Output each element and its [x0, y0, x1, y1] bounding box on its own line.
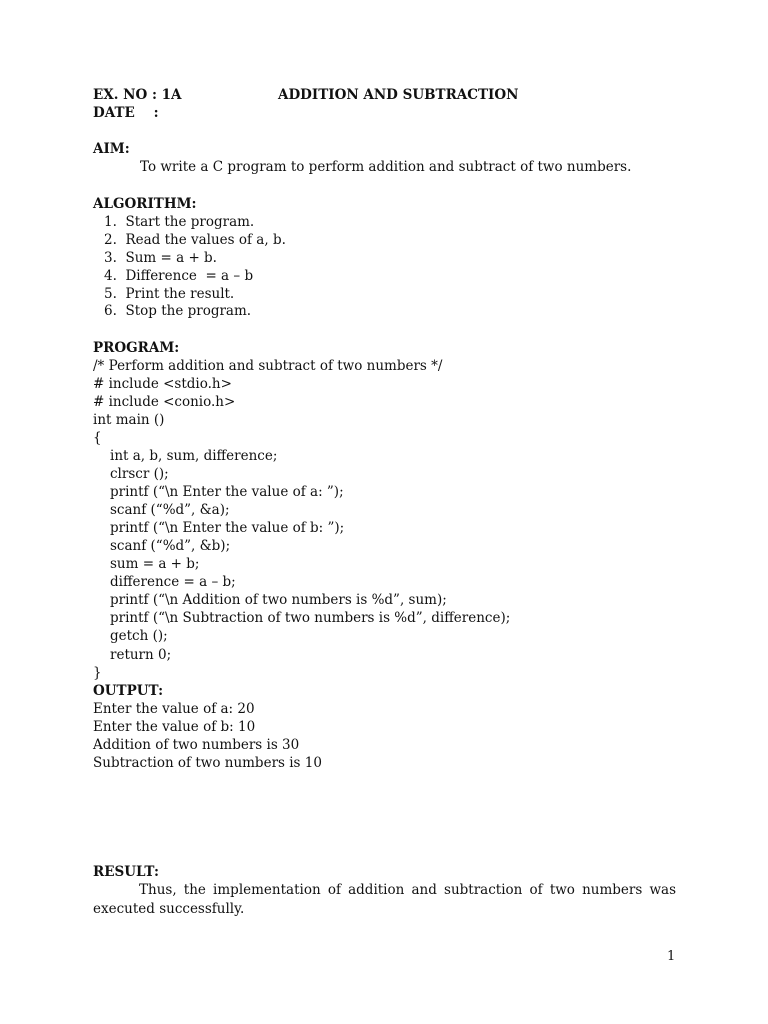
code-line: sum = a + b;: [110, 556, 200, 572]
page-number: 1: [667, 949, 676, 964]
aim-text: To write a C program to perform addition and subtract of two numbers.: [140, 159, 632, 175]
code-line: /* Perform addition and subtract of two numbers */: [93, 358, 443, 374]
code-line: scanf (“%d”, &a);: [110, 502, 230, 518]
algorithm-step: 3. Sum = a + b.: [104, 250, 217, 266]
code-line: printf (“\n Enter the value of b: ”);: [110, 520, 345, 536]
algorithm-heading: ALGORITHM:: [93, 196, 197, 212]
code-line: int main (): [93, 412, 165, 428]
code-line: int a, b, sum, difference;: [110, 448, 278, 464]
algorithm-step: 5. Print the result.: [104, 286, 235, 302]
output-line: Enter the value of a: 20: [93, 701, 255, 717]
code-line: printf (“\n Enter the value of a: ”);: [110, 484, 344, 500]
output-line: Enter the value of b: 10: [93, 719, 256, 735]
code-line: return 0;: [110, 647, 172, 663]
code-line: scanf (“%d”, &b);: [110, 538, 231, 554]
output-line: Addition of two numbers is 30: [93, 737, 300, 753]
code-line: # include <stdio.h>: [93, 376, 232, 392]
exercise-number: EX. NO : 1A: [93, 87, 182, 103]
code-line: {: [93, 430, 102, 446]
result-heading: RESULT:: [93, 864, 159, 880]
document-title: ADDITION AND SUBTRACTION: [278, 87, 519, 103]
result-text: Thus, the implementation of addition and subtraction of two numbers was executed successfully.: [93, 882, 676, 917]
algorithm-step: 2. Read the values of a, b.: [104, 232, 286, 248]
code-line: printf (“\n Subtraction of two numbers is %d”, difference);: [110, 610, 511, 626]
algorithm-step: 6. Stop the program.: [104, 303, 252, 319]
code-line: difference = a – b;: [110, 574, 236, 590]
code-line: }: [93, 665, 102, 681]
output-heading: OUTPUT:: [93, 683, 164, 699]
output-line: Subtraction of two numbers is 10: [93, 755, 322, 771]
date-label: DATE :: [93, 105, 159, 121]
aim-heading: AIM:: [93, 141, 130, 157]
code-line: getch ();: [110, 628, 168, 644]
code-line: printf (“\n Addition of two numbers is %d”, sum);: [110, 592, 447, 608]
code-line: # include <conio.h>: [93, 394, 236, 410]
algorithm-step: 4. Difference = a – b: [104, 268, 254, 284]
code-line: clrscr ();: [110, 466, 169, 482]
program-heading: PROGRAM:: [93, 340, 180, 356]
algorithm-step: 1. Start the program.: [104, 214, 255, 230]
